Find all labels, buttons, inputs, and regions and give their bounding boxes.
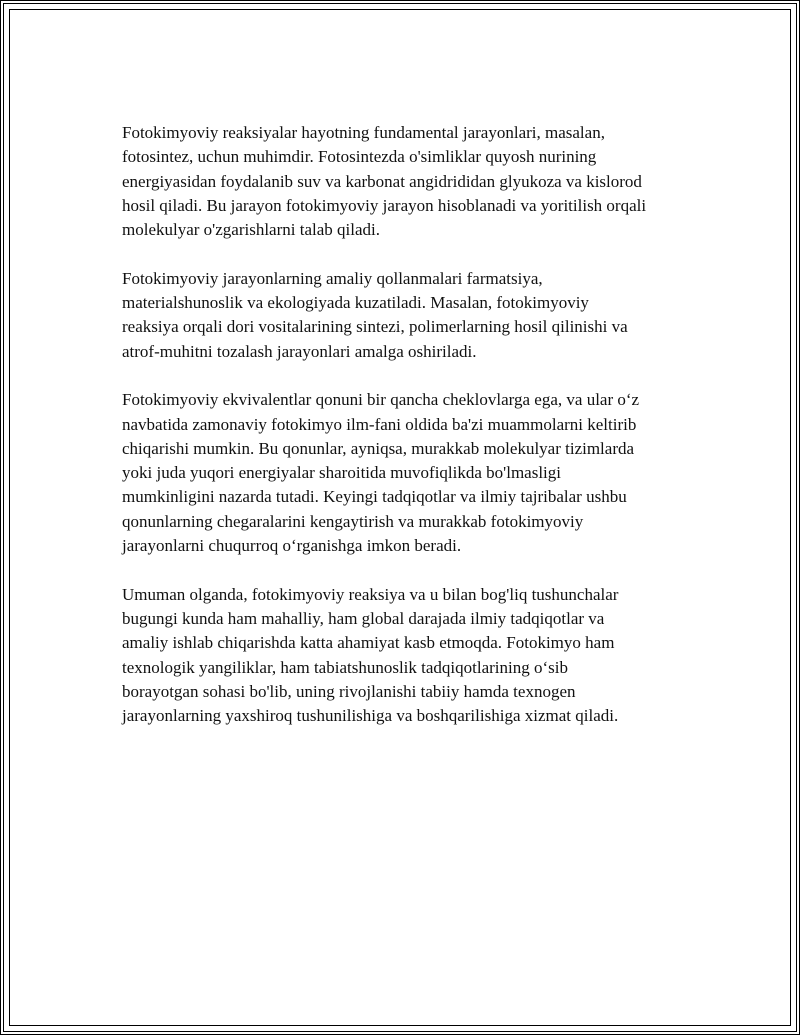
paragraph-1: Fotokimyoviy reaksiyalar hayotning fundamental jarayonlari, masalan, fotosintez, uchun muhimdir. Fotosintezda o'simliklar quyosh nurining energiyasidan foydalanib suv va karbonat angidrididan glyukoza va kislorod hosil qiladi. Bu jarayon fotokimyoviy jarayon hisoblanadi va yoritilish orqali molekulyar o'zgarishlarni talab qiladi.	[122, 123, 647, 240]
paragraph-4: Umuman olganda, fotokimyoviy reaksiya va u bilan bog'liq tushunchalar bugungi kunda ham mahalliy, ham global darajada ilmiy tadqiqotlar va amaliy ishlab chiqarishda katta ahamiyat kasb etmoqda. Fotokimyo ham texnologik yangiliklar, ham tabiatshunoslik tadqiqotlarining o‘sib borayotgan sohasi bo'lib, uning rivojlanishi tabiiy hamda texnogen jarayonlarning yaxshiroq tushunilishiga va boshqarilishiga xizmat qiladi.	[122, 584, 619, 726]
document-body	[122, 121, 697, 753]
paragraph-3: Fotokimyoviy ekvivalentlar qonuni bir qancha cheklovlarga ega, va ular o‘z navbatida zamonaviy fotokimyo ilm-fani oldida ba'zi muammolarni keltirib chiqarishi mumkin. Bu qonunlar, ayniqsa, murakkab molekulyar tizimlarda yoki juda yuqori energiyalar sharoitida muvofiqlikda bo'lmasligi mumkinligini nazarda tutadi. Keyingi tadqiqotlar va ilmiy tajribalar ushbu qonunlarning chegaralarini kengaytirish va murakkab fotokimyoviy jarayonlarni chuqurroq o‘rganishga imkon beradi.	[122, 390, 640, 556]
paragraph-2: Fotokimyoviy jarayonlarning amaliy qollanmalari farmatsiya, materialshunoslik va ekologiyada kuzatiladi. Masalan, fotokimyoviy reaksiya orqali dori vositalarining sintezi, polimerlarning hosil qilinishi va atrof-muhitni tozalash jarayonlari amalga oshiriladi.	[122, 268, 628, 361]
